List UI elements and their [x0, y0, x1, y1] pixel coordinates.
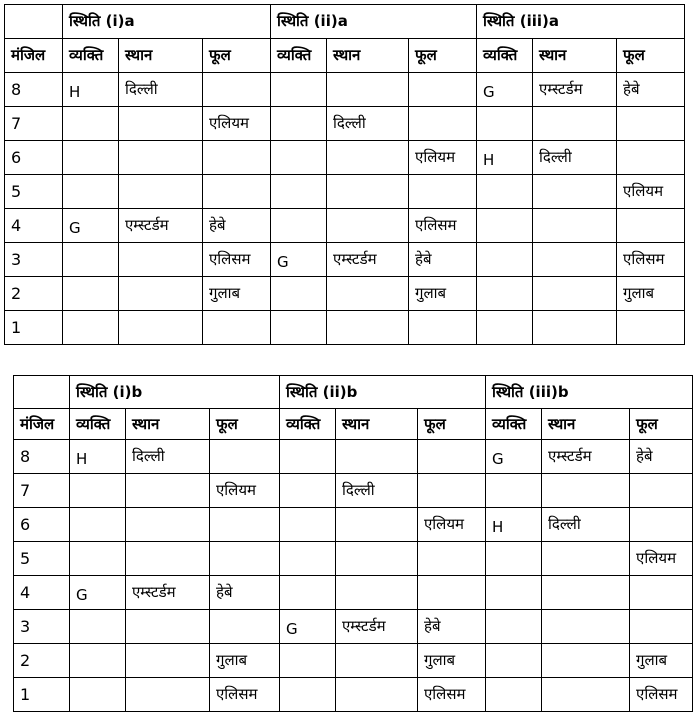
person-cell [486, 576, 542, 610]
flower-cell [203, 311, 271, 345]
flower-cell: गुलाब [409, 277, 477, 311]
person-cell [63, 311, 119, 345]
floor-number: 5 [5, 175, 63, 209]
flower-cell [409, 73, 477, 107]
flower-cell [630, 576, 693, 610]
person-cell [486, 610, 542, 644]
person-cell: G [477, 73, 533, 107]
floor-header: मंजिल [5, 39, 63, 73]
place-cell [126, 610, 210, 644]
person-cell [70, 474, 126, 508]
condition-title: स्थिति (iii)a [477, 5, 685, 39]
column-header: व्यक्ति [486, 409, 542, 440]
place-cell [327, 141, 409, 175]
flower-cell [617, 311, 685, 345]
person-cell: H [63, 73, 119, 107]
person-cell [280, 440, 336, 474]
flower-cell: एलियम [630, 542, 693, 576]
place-cell [119, 175, 203, 209]
place-cell [126, 474, 210, 508]
place-cell: एम्स्टर्डम [327, 243, 409, 277]
flower-cell [617, 107, 685, 141]
place-cell [533, 107, 617, 141]
flower-cell [617, 141, 685, 175]
person-cell [486, 644, 542, 678]
flower-cell: हेबे [418, 610, 486, 644]
person-cell [280, 542, 336, 576]
column-header: स्थान [542, 409, 630, 440]
flower-cell: एलियम [409, 141, 477, 175]
flower-cell [409, 311, 477, 345]
place-cell [533, 277, 617, 311]
flower-cell: हेबे [630, 440, 693, 474]
column-header: व्यक्ति [271, 39, 327, 73]
person-cell [486, 542, 542, 576]
place-cell [327, 73, 409, 107]
table-row [5, 175, 685, 209]
place-cell [542, 474, 630, 508]
person-cell [70, 678, 126, 712]
place-cell [336, 508, 418, 542]
person-cell [280, 474, 336, 508]
flower-cell [617, 209, 685, 243]
table-row [5, 277, 685, 311]
person-cell [271, 73, 327, 107]
floor-number: 3 [14, 610, 70, 644]
flower-cell [630, 508, 693, 542]
flower-cell: एलिसम [203, 243, 271, 277]
column-header-row [14, 409, 693, 440]
table-row [14, 576, 693, 610]
column-header: फूल [409, 39, 477, 73]
place-cell: दिल्ली [542, 508, 630, 542]
place-cell [542, 542, 630, 576]
column-header-row [5, 39, 685, 73]
person-cell [70, 610, 126, 644]
person-cell: G [70, 576, 126, 610]
flower-cell [418, 440, 486, 474]
place-cell [119, 107, 203, 141]
person-cell [63, 277, 119, 311]
person-cell: H [486, 508, 542, 542]
table-row [14, 474, 693, 508]
table-row [14, 440, 693, 474]
place-cell: दिल्ली [336, 474, 418, 508]
flower-cell: हेबे [210, 576, 280, 610]
table-row [5, 243, 685, 277]
column-header: स्थान [336, 409, 418, 440]
flower-cell [418, 542, 486, 576]
person-cell [70, 644, 126, 678]
flower-cell: एलिसम [409, 209, 477, 243]
person-cell [63, 175, 119, 209]
flower-cell [210, 508, 280, 542]
table-row [5, 141, 685, 175]
floor-number: 1 [14, 678, 70, 712]
floor-number: 1 [5, 311, 63, 345]
condition-header-row [14, 376, 693, 409]
column-header: स्थान [119, 39, 203, 73]
flower-cell: एलियम [617, 175, 685, 209]
person-cell [477, 107, 533, 141]
flower-cell: एलियम [418, 508, 486, 542]
column-header: स्थान [327, 39, 409, 73]
column-header: फूल [617, 39, 685, 73]
column-header: फूल [203, 39, 271, 73]
flower-cell: हेबे [203, 209, 271, 243]
blank-corner-cell [5, 5, 63, 39]
column-header: व्यक्ति [477, 39, 533, 73]
person-cell [477, 209, 533, 243]
floor-number: 2 [5, 277, 63, 311]
place-cell: दिल्ली [126, 440, 210, 474]
place-cell [533, 311, 617, 345]
place-cell [327, 209, 409, 243]
flower-cell [210, 542, 280, 576]
flower-cell: हेबे [409, 243, 477, 277]
place-cell [336, 542, 418, 576]
floor-number: 7 [5, 107, 63, 141]
place-cell [542, 678, 630, 712]
person-cell [280, 644, 336, 678]
person-cell: G [486, 440, 542, 474]
flower-cell [630, 610, 693, 644]
flower-cell: एलियम [210, 474, 280, 508]
condition-title: स्थिति (i)a [63, 5, 271, 39]
place-cell [336, 644, 418, 678]
floor-number: 3 [5, 243, 63, 277]
place-cell [126, 508, 210, 542]
person-cell: G [63, 209, 119, 243]
person-cell [271, 141, 327, 175]
flower-cell [210, 610, 280, 644]
flower-cell: गुलाब [617, 277, 685, 311]
flower-cell: एलिसम [210, 678, 280, 712]
place-cell: दिल्ली [533, 141, 617, 175]
table-row [14, 610, 693, 644]
place-cell: दिल्ली [119, 73, 203, 107]
place-cell: एम्स्टर्डम [336, 610, 418, 644]
person-cell: G [280, 610, 336, 644]
flower-cell [630, 474, 693, 508]
table-row [5, 209, 685, 243]
place-cell [119, 311, 203, 345]
place-cell [126, 644, 210, 678]
table-row [14, 542, 693, 576]
condition-header-row [5, 5, 685, 39]
person-cell: G [271, 243, 327, 277]
column-header: फूल [418, 409, 486, 440]
column-header: स्थान [533, 39, 617, 73]
person-cell [271, 311, 327, 345]
flower-cell: एलिसम [617, 243, 685, 277]
person-cell [477, 243, 533, 277]
flower-cell: गुलाब [203, 277, 271, 311]
flower-cell: एलियम [203, 107, 271, 141]
person-cell [70, 542, 126, 576]
floor-number: 6 [14, 508, 70, 542]
place-cell [126, 678, 210, 712]
person-cell [63, 243, 119, 277]
floor-number: 4 [14, 576, 70, 610]
place-cell [542, 644, 630, 678]
floor-number: 5 [14, 542, 70, 576]
floor-number: 4 [5, 209, 63, 243]
flower-cell [203, 141, 271, 175]
place-cell [327, 311, 409, 345]
person-cell [63, 141, 119, 175]
column-header: फूल [630, 409, 693, 440]
table-row [14, 678, 693, 712]
flower-cell [418, 576, 486, 610]
person-cell [271, 107, 327, 141]
floor-number: 2 [14, 644, 70, 678]
person-cell [486, 474, 542, 508]
place-cell: एम्स्टर्डम [126, 576, 210, 610]
floor-number: 6 [5, 141, 63, 175]
place-cell [327, 277, 409, 311]
condition-title: स्थिति (iii)b [486, 376, 693, 409]
column-header: फूल [210, 409, 280, 440]
condition-title: स्थिति (i)b [70, 376, 280, 409]
place-cell [533, 175, 617, 209]
flower-cell: गुलाब [418, 644, 486, 678]
place-cell: एम्स्टर्डम [542, 440, 630, 474]
table-row [14, 508, 693, 542]
flower-cell: गुलाब [630, 644, 693, 678]
place-cell [542, 610, 630, 644]
flower-cell: गुलाब [210, 644, 280, 678]
floor-header: मंजिल [14, 409, 70, 440]
table-row [14, 644, 693, 678]
person-cell [477, 175, 533, 209]
table-row [5, 107, 685, 141]
person-cell [271, 175, 327, 209]
person-cell [63, 107, 119, 141]
flower-cell: हेबे [617, 73, 685, 107]
person-cell [477, 277, 533, 311]
person-cell [280, 576, 336, 610]
person-cell [280, 508, 336, 542]
flower-cell: एलिसम [418, 678, 486, 712]
person-cell [271, 277, 327, 311]
place-cell [533, 243, 617, 277]
condition-title: स्थिति (ii)a [271, 5, 477, 39]
table-row [5, 311, 685, 345]
flower-cell [409, 175, 477, 209]
person-cell [477, 311, 533, 345]
flower-cell [203, 175, 271, 209]
person-cell [486, 678, 542, 712]
person-cell [70, 508, 126, 542]
place-cell [119, 141, 203, 175]
place-cell: दिल्ली [327, 107, 409, 141]
arrangement-table-b [13, 375, 693, 712]
place-cell [126, 542, 210, 576]
place-cell [533, 209, 617, 243]
table-row [5, 73, 685, 107]
flower-cell [210, 440, 280, 474]
place-cell [336, 678, 418, 712]
column-header: व्यक्ति [280, 409, 336, 440]
place-cell: एम्स्टर्डम [119, 209, 203, 243]
column-header: व्यक्ति [63, 39, 119, 73]
place-cell [542, 576, 630, 610]
blank-corner-cell [14, 376, 70, 409]
person-cell: H [477, 141, 533, 175]
flower-cell [418, 474, 486, 508]
person-cell [271, 209, 327, 243]
place-cell [119, 277, 203, 311]
floor-number: 8 [14, 440, 70, 474]
place-cell [119, 243, 203, 277]
place-cell: एम्स्टर्डम [533, 73, 617, 107]
flower-cell: एलिसम [630, 678, 693, 712]
person-cell [280, 678, 336, 712]
place-cell [327, 175, 409, 209]
arrangement-table-a [4, 4, 685, 345]
column-header: स्थान [126, 409, 210, 440]
column-header: व्यक्ति [70, 409, 126, 440]
floor-number: 7 [14, 474, 70, 508]
place-cell [336, 440, 418, 474]
place-cell [336, 576, 418, 610]
flower-cell [203, 73, 271, 107]
floor-number: 8 [5, 73, 63, 107]
person-cell: H [70, 440, 126, 474]
condition-title: स्थिति (ii)b [280, 376, 486, 409]
flower-cell [409, 107, 477, 141]
